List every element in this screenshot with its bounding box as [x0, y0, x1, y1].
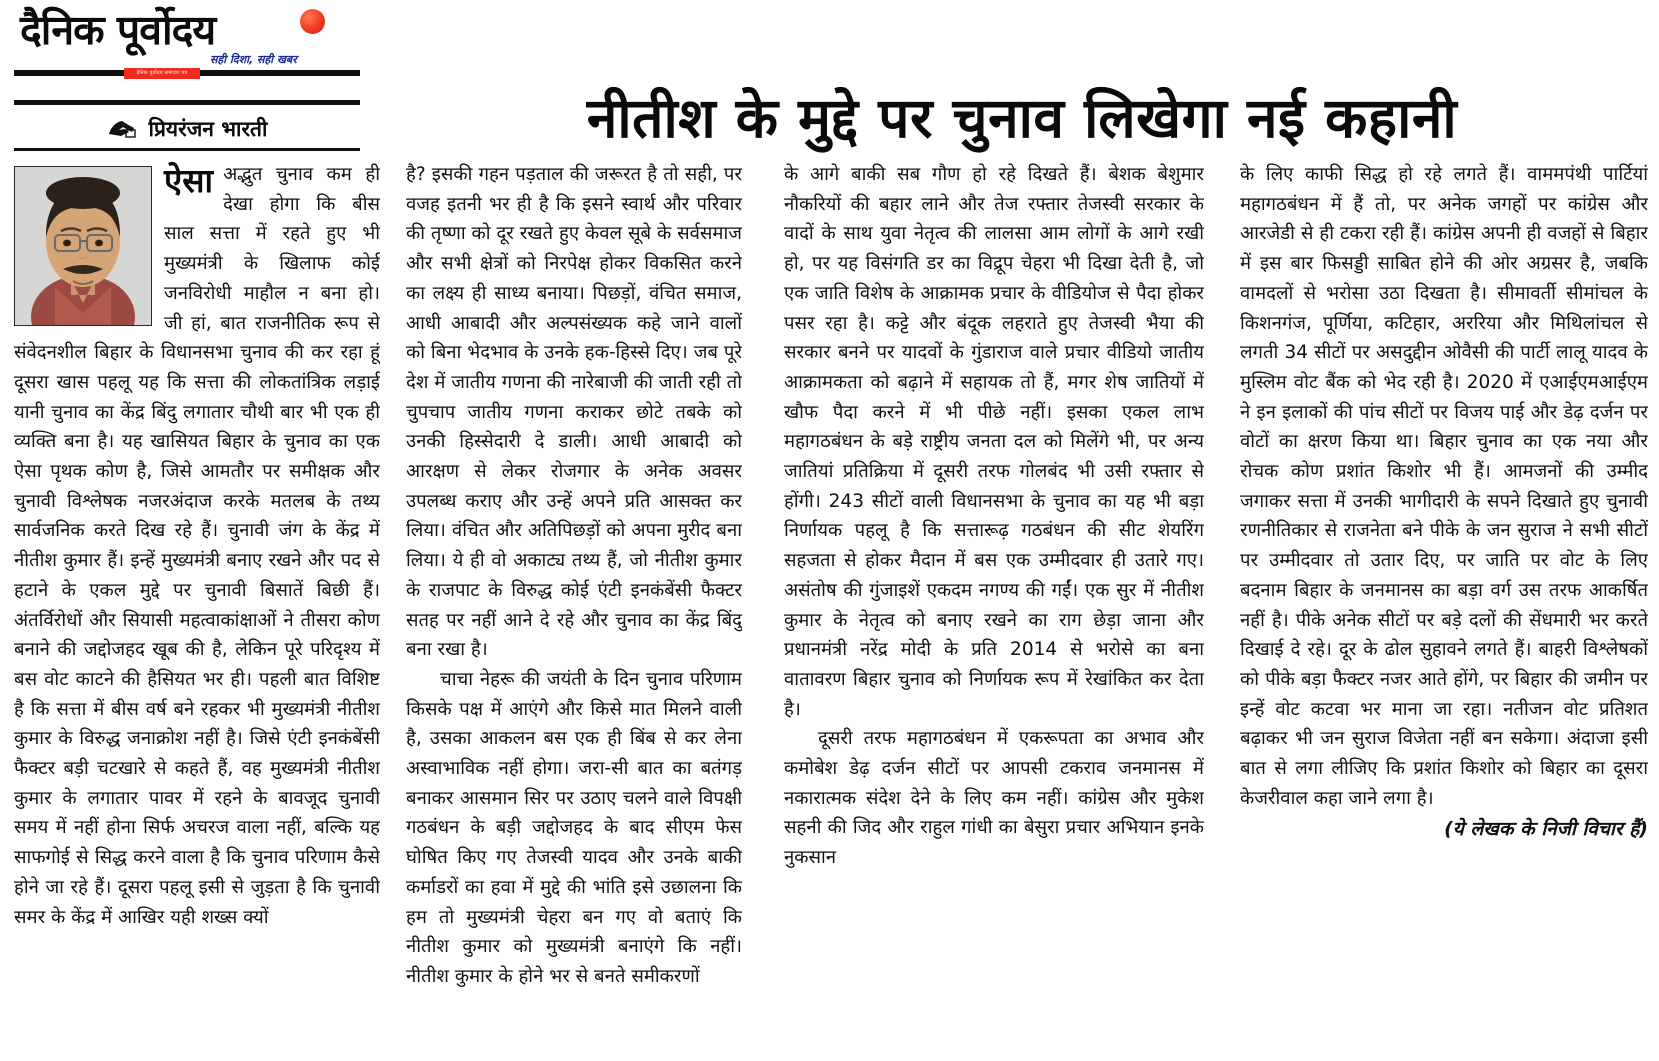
masthead-tagline: सही दिशा, सही खबर: [210, 53, 297, 66]
article-column-1: [14, 160, 380, 1050]
article-paragraph: के लिए काफी सिद्ध हो रहे लगते हैं। वाममपंथी पार्टियां महागठबंधन में हैं तो, पर अनेक जगहों पर कांग्रेस और आरजेडी से ही टकरा रही हैं। कांग्रेस अपनी ही वजहों से बिहार में इस बार फिसड्डी साबित होने की ओर अग्रसर है, जबकि वामदलों से भरोसा उठा दिखता है। सीमावर्ती सीमांचल के किशनगंज, पूर्णिया, कटिहार, अररिया और मिथिलांचल से लगती 34 सीटों पर असदुद्दीन ओवैसी की पार्टी लालू यादव के मुस्लिम वोट बैंक को भेद रही है। 2020 में एआईएमआईएम ने इन इलाकों की पांच सीटों पर विजय पाई और डेढ़ दर्जन पर वोटों का क्षरण किया था। बिहार चुनाव का एक नया और रोचक कोण प्रशांत किशोर भी हैं। आमजनों की उम्मीद जगाकर सत्ता में उनकी भागीदारी के सपने दिखाते हुए चुनावी रणनीतिकार से राजनेता बने पीके के जन सुराज ने सभी सीटों पर उम्मीदवार तो उतार दिए, पर जाति पर वोट के लिए बदनाम बिहार के जनमानस का बड़ा वर्ग उस तरफ आकर्षित नहीं है। पीके अनेक सीटों पर बड़े दलों की सेंधमारी भर करते दिखाई दे रहे। दूर के ढोल सुहावने लगते हैं। बाहरी विश्लेषकों को पीके बड़ा फैक्टर नजर आते होंगे, पर बिहार की जमीन पर इन्हें वोट कटवा भर माना जा रहा। नतीजन वोट प्रतिशत बढ़ाकर भी जन सुराज विजेता नहीं बन सकेगा। अंदाजा इसी बात से लगा लीजिए कि प्रशांत किशोर को बिहार का दूसरा केजरीवाल कहा जाने लगा है।: [1240, 164, 1648, 809]
byline-author-name: प्रियरंजन भारती: [148, 117, 268, 141]
byline-bottom-rule: [14, 148, 360, 151]
author-photo: [14, 166, 152, 326]
byline-top-rule: [14, 100, 360, 105]
article-column-3: [784, 160, 1204, 1050]
article-body: [14, 160, 1648, 1050]
byline: [14, 112, 360, 146]
paragraph-text: अद्भुत चुनाव कम ही देखा होगा कि बीस साल सत्ता में रहते हुए भी मुख्यमंत्री के खिलाफ कोई जनविरोधी माहौल न बना हो। जी हां, बात राजनीतिक रूप से संवेदनशील बिहार के विधानसभा चुनाव की कर रहा हूं दूसरा खास पहलू यह कि सत्ता की लोकतांत्रिक लड़ाई यानी चुनाव का केंद्र बिंदु लगातार चौथी बार भी एक ही व्यक्ति बना है। यह खासियत बिहार के चुनाव का एक ऐसा पृथक कोण है, जिसे आमतौर पर समीक्षक और चुनावी विश्लेषक नजरअंदाज करके मतलब के तथ्य सार्वजनिक करते दिख रहे हैं। चुनावी जंग के केंद्र में नीतीश कुमार हैं। इन्हें मुख्यमंत्री बनाए रखने और पद से हटाने के एकल मुद्दे पर चुनावी बिसातें बिछी हैं। अंतर्विरोधों और सियासी महत्वाकांक्षाओं ने तीसरा कोण बनाने की जद्दोजहद खूब की है, लेकिन पूरे परिदृश्य में बस वोट काटने की हैसियत भर ही। पहली बात विशिष्ट है कि सत्ता में बीस वर्ष बने रहकर भी मुख्यमंत्री नीतीश कुमार के विरुद्ध जनाक्रोश नहीं है। जिसे एंटी इनकंबेंसी फैक्टर बड़ी चटखारे से कहते हैं, वह मुख्यमंत्री नीतीश कुमार के लगातार पावर में रहने के बावजूद चुनावी समय में नहीं होना सिर्फ अचरज वाला नहीं, बल्कि यह साफगोई से सिद्ध करने वाला है कि चुनाव परिणाम कैसे होने जा रहे हैं। दूसरा पहलू इसी से जुड़ता है कि चुनावी समर के केंद्र में आखिर यही शख्स क्यों: [14, 164, 380, 928]
article-paragraph: दूसरी तरफ महागठबंधन में एकरूपता का अभाव और कमोबेश डेढ़ दर्जन सीटों पर आपसी टकराव जनमानस में नकारात्मक संदेश देने के लिए कम नहीं। कांग्रेस और मुकेश सहनी की जिद और राहुल गांधी का बेसुरा प्रचार अभियान इनके नुकसान: [784, 728, 1204, 869]
article-column-4: [1240, 160, 1648, 1050]
article-paragraph: चाचा नेहरू की जयंती के दिन चुनाव परिणाम किसके पक्ष में आएंगे और किसे मात मिलने वाली है, उसका आकलन बस एक ही बिंब से कर लेना अस्वाभाविक नहीं होगा। जरा-सी बात का बतंगड़ बनाकर आसमान सिर पर उठाए चलने वाले विपक्षी गठबंधन के बड़ी जद्दोजहद के बाद सीएम फेस घोषित किए गए तेजस्वी यादव और उनके बाकी कर्माडरों का हवा में मुद्दे की भांति इसे उछालना कि हम तो मुख्यमंत्री चेहरा बन गए वो बताएं कि नीतीश कुमार को मुख्यमंत्री बनाएंगे कि नहीं। नीतीश कुमार के होने भर से बनते समीकरणों: [406, 668, 742, 987]
sun-logo-icon: [300, 9, 325, 34]
writing-hand-pen-icon: [107, 118, 137, 140]
page-headline: नीतीश के मुद्दे पर चुनाव लिखेगा नई कहानी: [586, 86, 1458, 150]
author-views-disclaimer: (ये लेखक के निजी विचार हैं): [1444, 818, 1648, 841]
article-paragraph: है? इसकी गहन पड़ताल की जरूरत है तो सही, पर वजह इतनी भर ही है कि इसने स्वार्थ और परिवार की तृष्णा को दूर रखते हुए केवल सूबे के सर्वसमाज और सभी क्षेत्रों को निरपेक्ष होकर विकसित करने का लक्ष्य ही साध्य बनाया। पिछड़ों, वंचित समाज, आधी आबादी और अल्पसंख्यक कहे जाने वालों को बिना भेदभाव के उनके हक-हिस्से दिए। जब पूरे देश में जातीय गणना की नारेबाजी की जाती रही तो चुपचाप जातीय गणना कराकर छोटे तबके को उनकी हिस्सेदारी दे डाली। आधी आबादी को आरक्षण से लेकर रोजगार के अनेक अवसर उपलब्ध कराए और उन्हें अपने प्रति आसक्त कर लिया। वंचित और अतिपिछड़ों को अपना मुरीद बना लिया। ये ही वो अकाट्य तथ्य हैं, जो नीतीश कुमार के राजपाट के विरुद्ध कोई एंटी इनकंबेंसी फैक्टर सतह पर नहीं आने दे रहे और चुनाव का केंद्र बिंदु बना रखा है।: [406, 164, 742, 661]
drop-cap: ऐसा: [164, 161, 214, 200]
masthead-badge: दैनिक पूर्वोदय समाचार पत्र: [124, 68, 200, 79]
article-paragraph: के आगे बाकी सब गौण हो रहे दिखते हैं। बेशक बेशुमार नौकरियों की बहार लाने और तेज रफ्तार तेजस्वी सरकार के वादों के साथ युवा नेतृत्व की लालसा आम लोगों के आगे रखी हो, पर यह विसंगति डर का विद्रूप चेहरा भी दिखा देती है, जो एक जाति विशेष के आक्रामक प्रचार के वीडियोज से पैदा होकर पसर रहा है। कट्टे और बंदूक लहराते हुए तेजस्वी भैया की सरकार बनने पर यादवों के गुंडाराज वाले प्रचार वीडियो जातीय आक्रामकता को बढ़ाने में सहायक तो हैं, मगर शेष जातियों में खौफ पैदा करने में भी पीछे नहीं। इसका एकल लाभ महागठबंधन के बड़े राष्ट्रीय जनता दल को मिलेंगे भी, पर अन्य जातियां प्रतिक्रिया में दूसरी तरफ गोलबंद भी उसी रफ्तार से होंगी। 243 सीटों वाली विधानसभा के चुनाव का यह भी बड़ा निर्णायक पहलू है कि सत्तारूढ़ गठबंधन की सीट शेयरिंग सहजता से होकर मैदान में बस एक उम्मीदवार ही उतारे गए। असंतोष की गुंजाइशें एकदम नगण्य की गईं। एक सुर में नीतीश कुमार के नेतृत्व को बनाए रखने का राग छेड़ा जाना और प्रधानमंत्री नरेंद्र मोदी के प्रति 2014 से भरोसे का बना वातावरण बिहार चुनाव को निर्णायक रूप में रेखांकित कर देता है।: [784, 164, 1204, 720]
article-column-2: [406, 160, 742, 1050]
masthead-title: दैनिक पूर्वोदय: [20, 6, 216, 54]
